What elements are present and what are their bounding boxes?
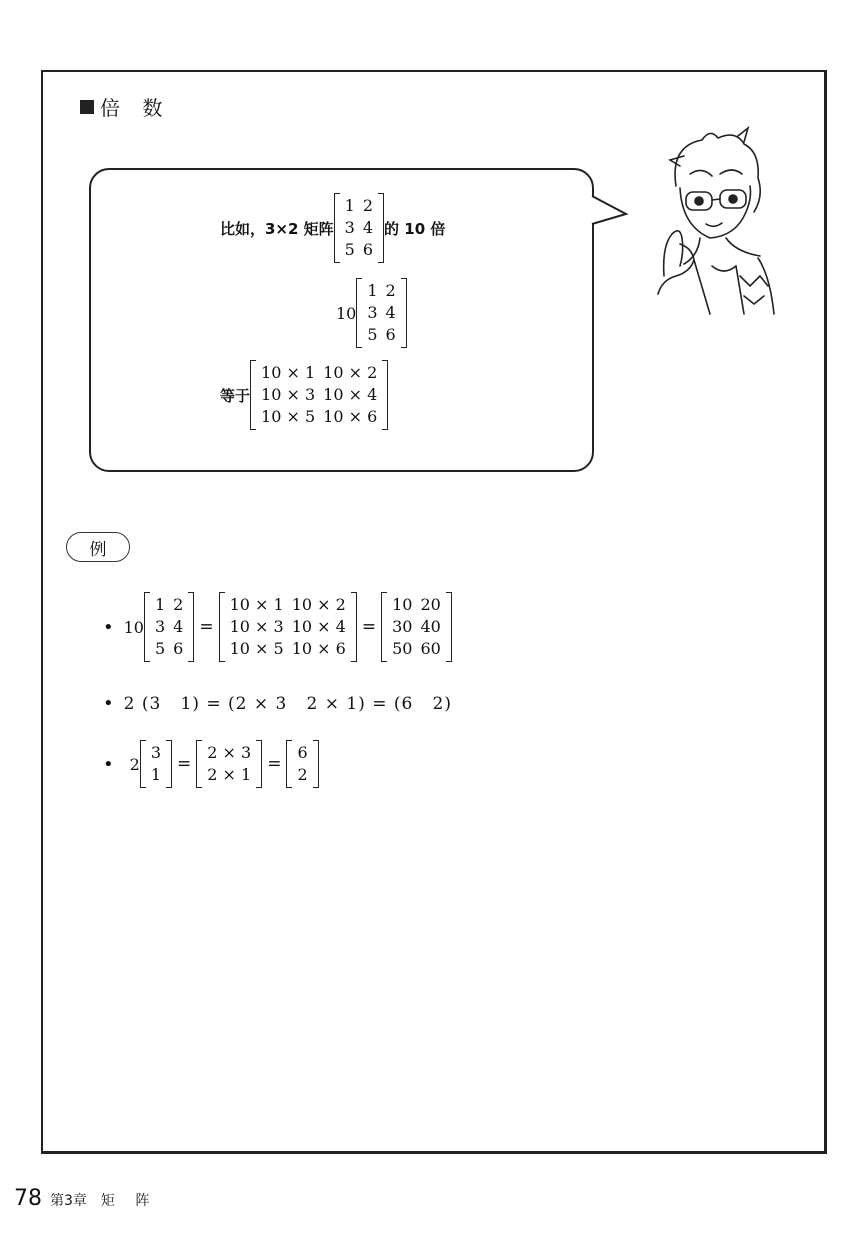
vector-b: [196, 740, 262, 788]
matrix-cell: 2: [297, 765, 308, 784]
bullet-point: •: [103, 693, 114, 714]
matrix-cell: 5: [367, 325, 378, 344]
equals-sign: =: [361, 617, 377, 637]
matrix-cell: 20: [420, 595, 441, 614]
matrix-cell: 10 × 6: [323, 407, 378, 426]
vector-c: [286, 740, 318, 788]
bubble-suffix-text: 的 10 倍: [384, 219, 446, 238]
matrix-cell: 4: [385, 303, 396, 322]
example-label: [66, 532, 130, 562]
matrix-cell: 3: [344, 218, 355, 237]
matrix-cell: 60: [420, 639, 441, 658]
matrix-cell: 5: [344, 240, 355, 259]
matrix-cell: 10 × 3: [229, 617, 284, 636]
matrix-cell: 3: [154, 617, 166, 636]
matrix-c: [381, 592, 452, 662]
matrix-a: [144, 592, 194, 662]
matrix-cell: 2: [385, 281, 396, 300]
matrix-cell: 10 × 6: [291, 639, 346, 658]
chapter-title: 矩 阵: [100, 1193, 158, 1209]
section-heading: [80, 92, 170, 121]
matrix-cell: 3: [150, 743, 161, 762]
bubble-intro-text: 比如，3×2 矩阵: [220, 219, 334, 238]
matrix-cell: 1: [154, 595, 166, 614]
matrix-cell: 1: [367, 281, 378, 300]
equals-label: 等于: [220, 386, 251, 405]
bubble-line-3: [220, 360, 388, 430]
matrix-cell: 10 × 4: [323, 385, 378, 404]
matrix-cell: 4: [173, 617, 184, 636]
matrix-cell: 10 × 5: [229, 639, 284, 658]
scalar: 10: [336, 303, 357, 323]
matrix-cell: 6: [297, 743, 308, 762]
bullet-point: •: [103, 616, 114, 638]
character-illustration: [640, 126, 780, 316]
square-bullet-icon: [80, 100, 94, 114]
equals-sign: =: [267, 754, 282, 774]
matrix-a-scaled: [356, 278, 406, 348]
equals-sign: =: [177, 754, 192, 774]
scalar: 10: [123, 617, 144, 637]
matrix-product: [250, 360, 388, 430]
matrix-cell: 1: [344, 196, 355, 215]
matrix-cell: 6: [362, 240, 374, 259]
matrix-cell: 50: [392, 639, 413, 658]
section-title: 倍 数: [100, 96, 171, 120]
bubble-line-2: [336, 278, 407, 348]
example-2: [103, 693, 452, 714]
matrix-cell: 3: [367, 303, 378, 322]
matrix-cell: 2 × 3: [207, 743, 252, 762]
matrix-cell: 6: [173, 639, 184, 658]
matrix-cell: 10 × 2: [323, 363, 378, 382]
equals-sign: =: [199, 617, 214, 637]
bubble-line-1: [220, 193, 445, 263]
matrix-cell: 2 × 1: [207, 765, 252, 784]
example-label-text: 例: [89, 539, 107, 560]
matrix-cell: 10 × 1: [261, 363, 316, 382]
matrix-a: [334, 193, 384, 263]
example-3: [103, 740, 319, 788]
scalar: 2: [129, 754, 140, 774]
matrix-cell: 10 × 5: [261, 407, 316, 426]
matrix-cell: 10 × 3: [261, 385, 316, 404]
matrix-cell: 10 × 2: [291, 595, 346, 614]
matrix-cell: 2: [362, 196, 374, 215]
matrix-cell: 30: [392, 617, 413, 636]
page-footer: [14, 1186, 157, 1211]
page-number: 78: [14, 1186, 42, 1211]
matrix-cell: 10: [392, 595, 413, 614]
example-2-expression: 2 (3 1) = (2 × 3 2 × 1) = (6 2): [123, 693, 453, 714]
matrix-cell: 40: [420, 617, 441, 636]
example-1: [103, 592, 452, 662]
matrix-b: [219, 592, 357, 662]
bullet-point: •: [103, 753, 114, 775]
speech-bubble-tail: [590, 194, 630, 234]
matrix-cell: 6: [385, 325, 396, 344]
vector-a: [140, 740, 172, 788]
matrix-cell: 1: [150, 765, 161, 784]
matrix-cell: 2: [173, 595, 184, 614]
matrix-cell: 5: [154, 639, 166, 658]
matrix-cell: 4: [362, 218, 374, 237]
matrix-cell: 10 × 4: [291, 617, 346, 636]
chapter-label: 第3章: [50, 1193, 87, 1209]
matrix-cell: 10 × 1: [229, 595, 284, 614]
